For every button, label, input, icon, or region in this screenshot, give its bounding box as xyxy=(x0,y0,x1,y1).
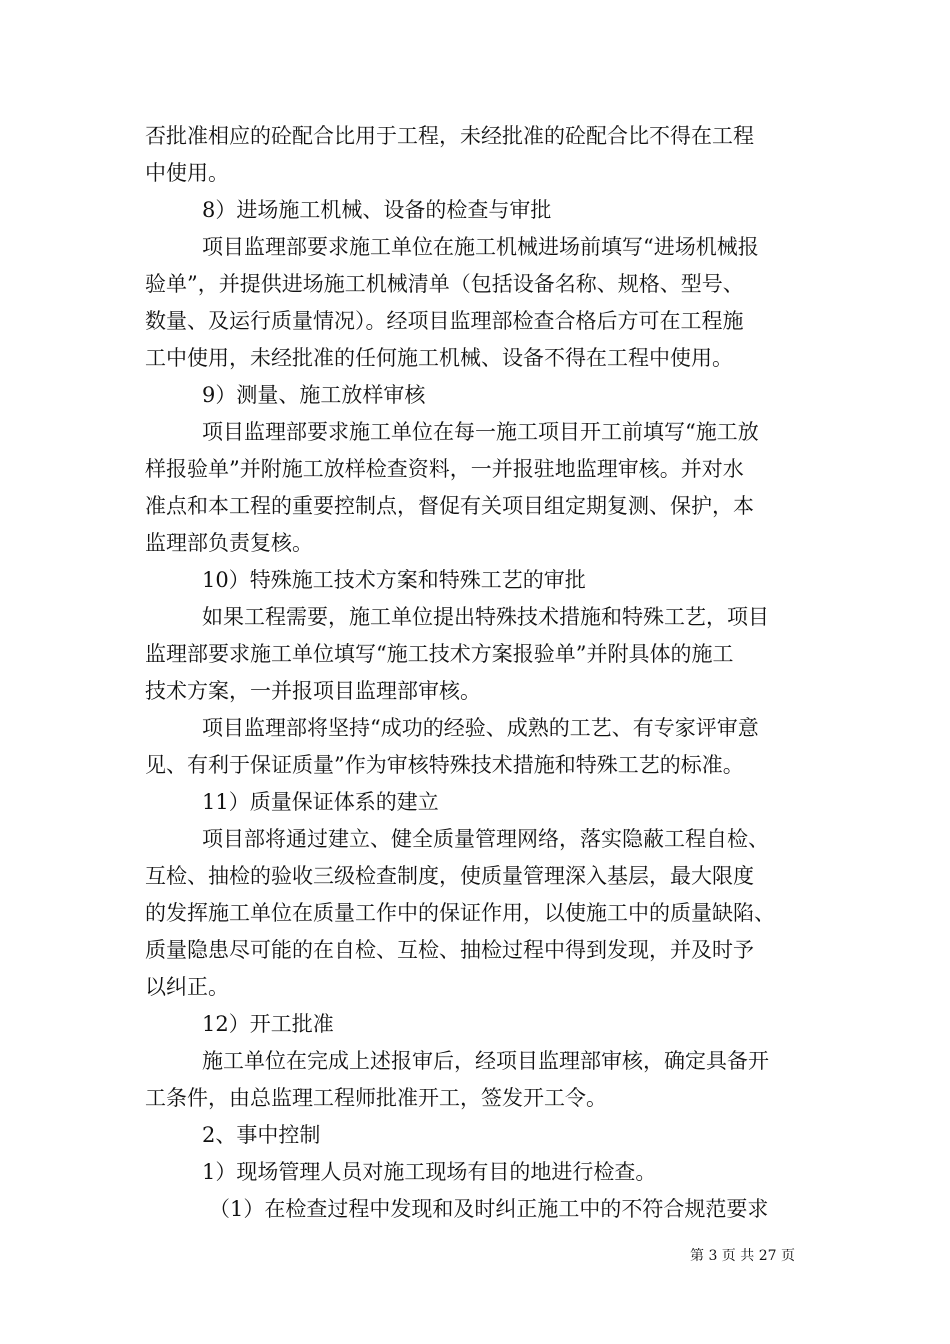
text-line: 工中使用，未经批准的任何施工机械、设备不得在工程中使用。 xyxy=(145,346,733,370)
text-line: （1）在检查过程中发现和及时纠正施工中的不符合规范要求 xyxy=(209,1197,769,1221)
text-line: 监理部负责复核。 xyxy=(145,531,313,555)
text-line: 中使用。 xyxy=(145,161,229,185)
page-footer: 第 3 页 共 27 页 xyxy=(690,1248,795,1264)
text-line: 11）质量保证体系的建立 xyxy=(202,790,439,814)
text-line: 9）测量、施工放样审核 xyxy=(202,383,426,407)
text-line: 2、事中控制 xyxy=(202,1123,321,1147)
text-line: 10）特殊施工技术方案和特殊工艺的审批 xyxy=(202,568,586,592)
text-line: 12）开工批准 xyxy=(202,1012,334,1036)
text-line: 8）进场施工机械、设备的检查与审批 xyxy=(202,198,552,222)
text-line: 见、有利于保证质量”作为审核特殊技术措施和特殊工艺的标准。 xyxy=(145,753,744,777)
text-line: 数量、及运行质量情况）。经项目监理部检查合格后方可在工程施 xyxy=(145,309,744,333)
text-line: 项目监理部要求施工单位在施工机械进场前填写“进场机械报 xyxy=(202,235,759,259)
text-line: 技术方案，一并报项目监理部审核。 xyxy=(145,679,481,703)
text-line: 工条件，由总监理工程师批准开工，签发开工令。 xyxy=(145,1086,607,1110)
text-line: 项目监理部要求施工单位在每一施工项目开工前填写“施工放 xyxy=(202,420,759,444)
text-line: 1）现场管理人员对施工现场有目的地进行检查。 xyxy=(202,1160,657,1184)
document-body xyxy=(145,118,810,1228)
text-line: 项目监理部将坚持“成功的经验、成熟的工艺、有专家评审意 xyxy=(202,716,759,740)
text-line: 施工单位在完成上述报审后，经项目监理部审核，确定具备开 xyxy=(202,1049,769,1073)
text-line: 监理部要求施工单位填写“施工技术方案报验单”并附具体的施工 xyxy=(145,642,734,666)
text-line: 准点和本工程的重要控制点，督促有关项目组定期复测、保护，本 xyxy=(145,494,754,518)
text-line: 验单”，并提供进场施工机械清单（包括设备名称、规格、型号、 xyxy=(145,272,744,296)
text-line: 的发挥施工单位在质量工作中的保证作用，以使施工中的质量缺陷、 xyxy=(145,901,775,925)
text-line: 以纠正。 xyxy=(145,975,229,999)
text-line: 质量隐患尽可能的在自检、互检、抽检过程中得到发现，并及时予 xyxy=(145,938,754,962)
text-line: 样报验单”并附施工放样检查资料，一并报驻地监理审核。并对水 xyxy=(145,457,744,481)
text-line: 如果工程需要，施工单位提出特殊技术措施和特殊工艺，项目 xyxy=(202,605,769,629)
text-line: 互检、抽检的验收三级检查制度，使质量管理深入基层，最大限度 xyxy=(145,864,754,888)
text-line: 否批准相应的砼配合比用于工程，未经批准的砼配合比不得在工程 xyxy=(145,124,754,148)
text-line: 项目部将通过建立、健全质量管理网络，落实隐蔽工程自检、 xyxy=(202,827,769,851)
